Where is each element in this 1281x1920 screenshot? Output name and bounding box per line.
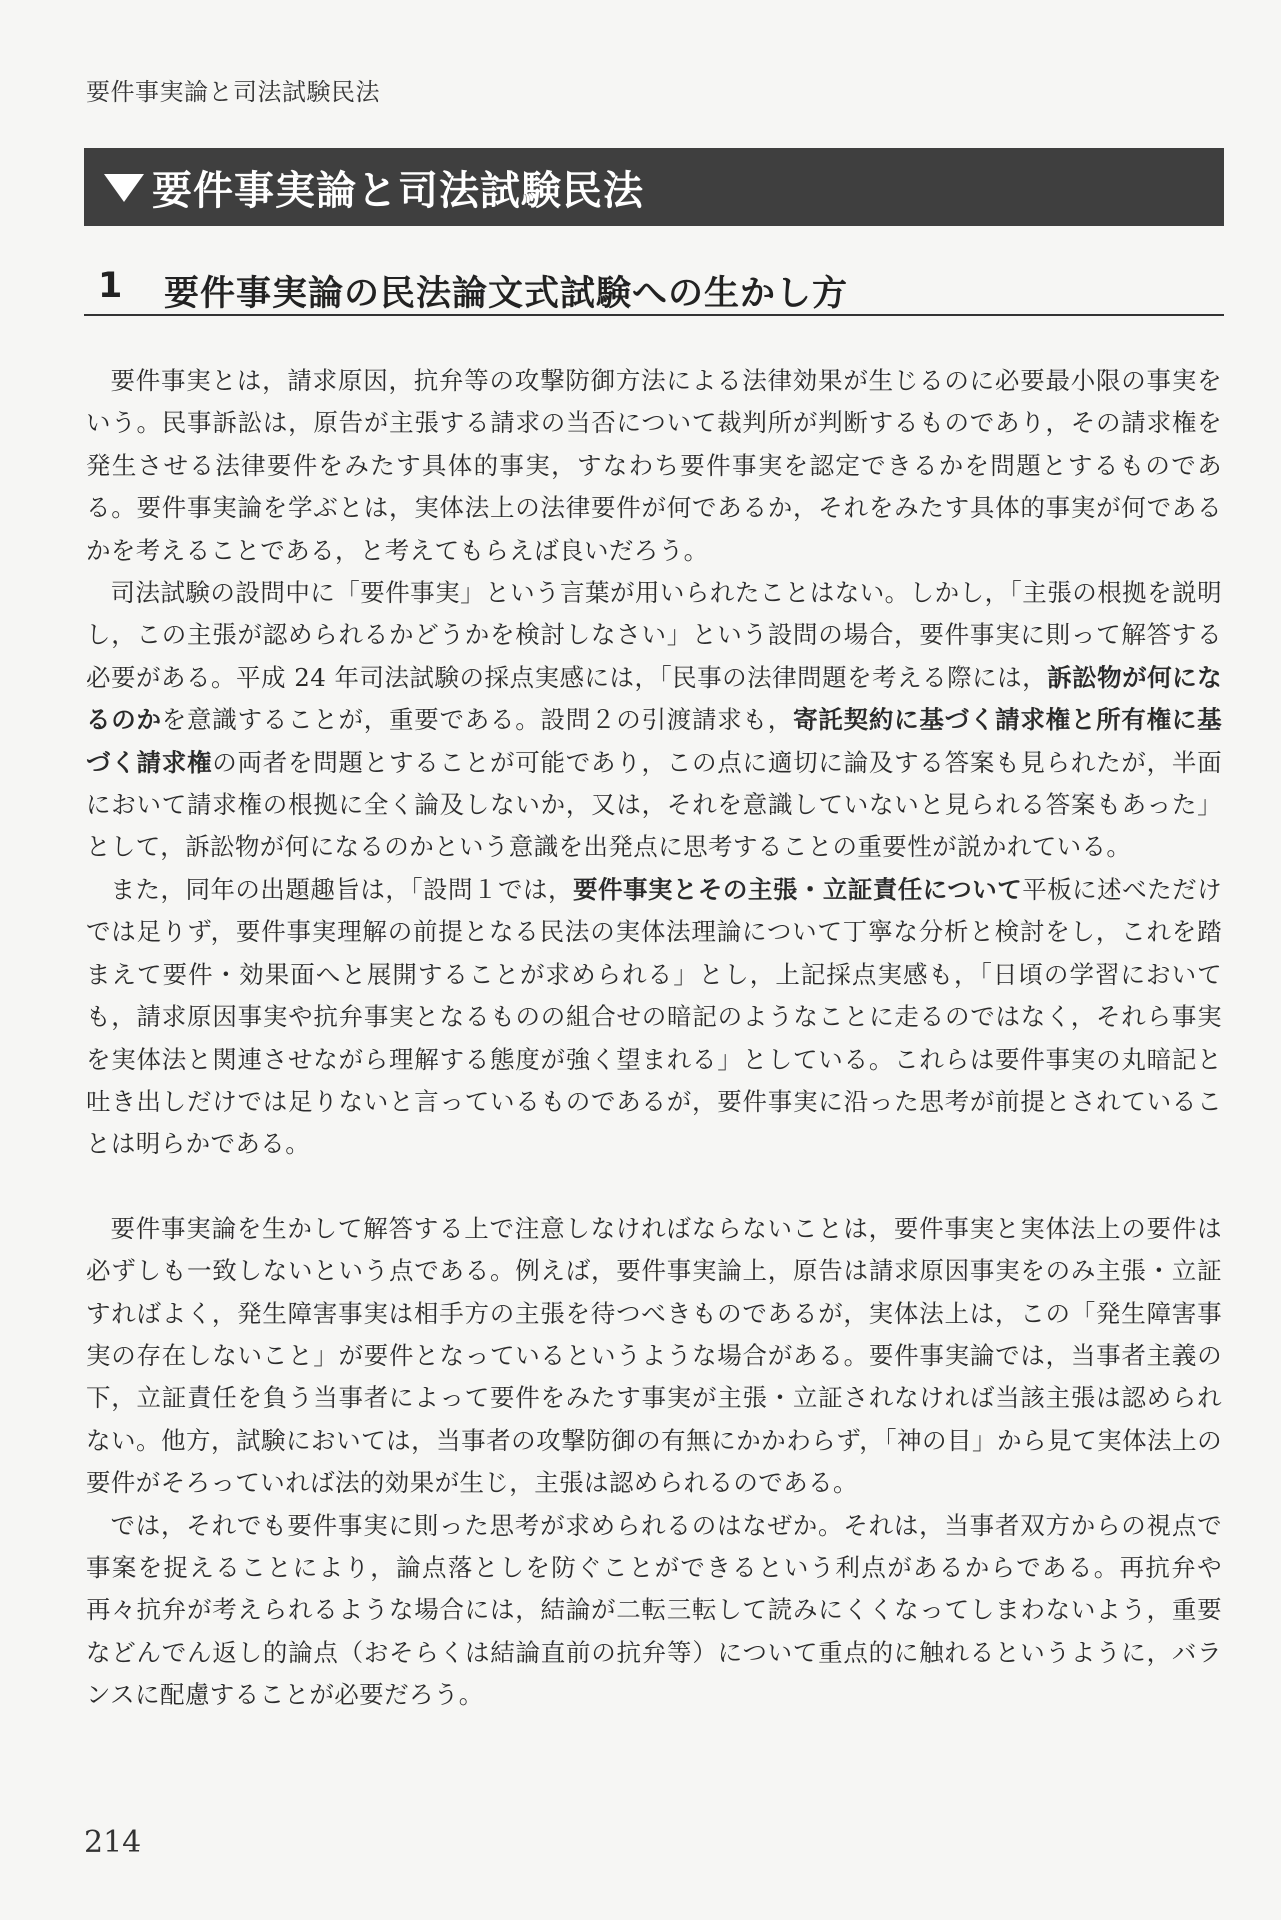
body-text <box>86 360 1222 1717</box>
section-heading <box>84 262 1224 316</box>
emphasis-claim-subject: 訴訟物が何になるのか <box>86 662 1222 735</box>
chapter-title-bar <box>84 148 1224 226</box>
paragraph-3-text-a: また，同年の出題趣旨は，「設問１では， <box>110 874 573 904</box>
emphasis-burden-of-proof: 要件事実とその主張・立証責任について <box>572 874 1023 904</box>
paragraph-2-text-a: 司法試験の設問中に「要件事実」という言葉が用いられたことはない。しかし，「主張の根拠を説明し，この主張が認められるかどうかを検討しなさい」という設問の場合，要件事実に則って解答する必要がある。平成 24 年司法試験の採点実感には，「民事の法律問題を考える際には， <box>86 578 1222 692</box>
chapter-title: 要件事実論と司法試験民法 <box>152 167 644 214</box>
paragraph-2-text-c: を意識することが，重要である。設問２の引渡請求も， <box>161 705 794 735</box>
section-title: 要件事実論の民法論文式試験への生かし方 <box>164 274 849 314</box>
paragraph-4: 要件事実論を生かして解答する上で注意しなければならないことは，要件事実と実体法上の要件は必ずしも一致しないという点である。例えば，要件事実論上，原告は請求原因事実をのみ主張・立証すればよく，発生障害事実は相手方の主張を待つべきものであるが，実体法上は，この「発生障害事実の存在しないこと」が要件となっているというような場合がある。要件事実論では，当事者主義の下，立証責任を負う当事者によって要件をみたす事実が主張・立証されなければ当該主張は認められない。他方，試験においては，当事者の攻撃防御の有無にかかわらず，「神の目」から見て実体法上の要件がそろっていれば法的効果が生じ，主張は認められるのである。 <box>86 1213 1222 1498</box>
paragraph-3-text-c: 平板に述べただけでは足りず，要件事実理解の前提となる民法の実体法理論について丁寧な分析と検討をし，これを踏まえて要件・効果面へと展開することが求められる」とし，上記採点実感も，「日頃の学習においても，請求原因事実や抗弁事実となるものの組合せの暗記のようなことに走るのではなく，それら事実を実体法と関連させながら理解する態度が強く望まれる」としている。これらは要件事実の丸暗記と吐き出しだけでは足りないと言っているものであるが，要件事実に沿った思考が前提とされていることは明らかである。 <box>86 874 1222 1159</box>
down-triangle-icon <box>104 174 144 202</box>
emphasis-claim-bases: 寄託契約に基づく請求権と所有権に基づく請求権 <box>86 705 1222 777</box>
paragraph-2 <box>86 572 1222 869</box>
paragraph-2-text-d: の両者を問題とすることが可能であり，この点に適切に論及する答案も見られたが，半面において請求権の根拠に全く論及しないか，又は，それを意識していないと見られる答案もあった」として，訴訟物が何になるのかという意識を出発点に思考することの重要性が説かれている。 <box>86 747 1222 862</box>
page-number: 214 <box>84 1825 142 1860</box>
running-header: 要件事実論と司法試験民法 <box>86 78 380 106</box>
paragraph-3 <box>86 869 1222 1166</box>
paragraph-1: 要件事実とは，請求原因，抗弁等の攻撃防御方法による法律効果が生じるのに必要最小限の事実をいう。民事訴訟は，原告が主張する請求の当否について裁判所が判断するものであり，その請求権を発生させる法律要件をみたす具体的事実，すなわち要件事実を認定できるかを問題とするものである。要件事実論を学ぶとは，実体法上の法律要件が何であるか，それをみたす具体的事実が何であるかを考えることである，と考えてもらえば良いだろう。 <box>86 366 1222 565</box>
section-number: 1 <box>98 266 123 306</box>
paragraph-5: では，それでも要件事実に則った思考が求められるのはなぜか。それは，当事者双方からの視点で事案を捉えることにより，論点落としを防ぐことができるという利点があるからである。再抗弁や再々抗弁が考えられるような場合には，結論が二転三転して読みにくくなってしまわないよう，重要などんでん返し的論点（おそらくは結論直前の抗弁等）について重点的に触れるというように，バランスに配慮することが必要だろう。 <box>86 1510 1222 1710</box>
